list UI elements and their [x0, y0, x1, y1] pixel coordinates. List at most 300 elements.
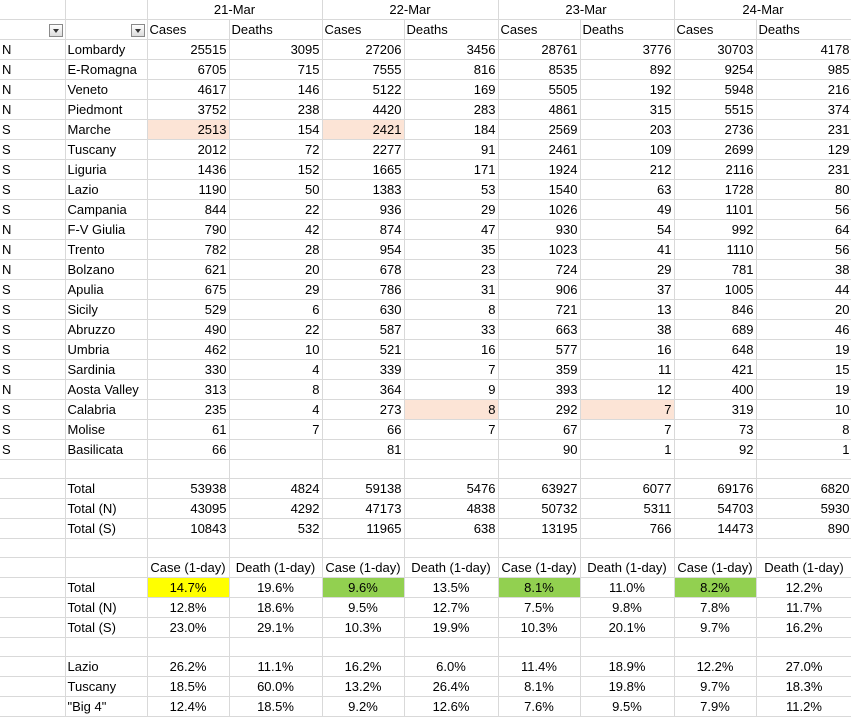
- value-cell[interactable]: 5930: [756, 499, 851, 519]
- value-cell[interactable]: 49: [580, 200, 674, 220]
- pct-cell[interactable]: 12.8%: [147, 598, 229, 618]
- value-cell[interactable]: 319: [674, 400, 756, 420]
- empty-cell[interactable]: [65, 0, 147, 20]
- value-cell[interactable]: 790: [147, 220, 229, 240]
- value-cell[interactable]: 521: [322, 340, 404, 360]
- empty-cell[interactable]: [404, 638, 498, 657]
- empty-cell[interactable]: [229, 638, 322, 657]
- value-cell[interactable]: 721: [498, 300, 580, 320]
- value-cell[interactable]: 587: [322, 320, 404, 340]
- region-name[interactable]: Liguria: [65, 160, 147, 180]
- value-cell[interactable]: 44: [756, 280, 851, 300]
- growth-header[interactable]: Death (1-day): [404, 558, 498, 578]
- empty-cell[interactable]: [0, 539, 65, 558]
- value-cell[interactable]: 50732: [498, 499, 580, 519]
- value-cell[interactable]: 192: [580, 80, 674, 100]
- zone-cell[interactable]: S: [0, 340, 65, 360]
- value-cell[interactable]: 6: [229, 300, 322, 320]
- value-cell[interactable]: 16: [404, 340, 498, 360]
- value-cell[interactable]: 400: [674, 380, 756, 400]
- value-cell[interactable]: 5476: [404, 479, 498, 499]
- value-cell[interactable]: 462: [147, 340, 229, 360]
- region-name[interactable]: Aosta Valley: [65, 380, 147, 400]
- zone-cell[interactable]: S: [0, 160, 65, 180]
- value-cell[interactable]: 231: [756, 120, 851, 140]
- value-cell[interactable]: 7: [229, 420, 322, 440]
- region-name[interactable]: Basilicata: [65, 440, 147, 460]
- regional-label[interactable]: Lazio: [65, 657, 147, 677]
- empty-cell[interactable]: [580, 539, 674, 558]
- zone-cell[interactable]: N: [0, 60, 65, 80]
- value-cell[interactable]: 1: [580, 440, 674, 460]
- value-cell[interactable]: 56: [756, 240, 851, 260]
- value-cell[interactable]: 19: [756, 380, 851, 400]
- value-cell[interactable]: 10: [229, 340, 322, 360]
- pct-cell[interactable]: 19.9%: [404, 618, 498, 638]
- value-cell[interactable]: 22: [229, 200, 322, 220]
- date-header[interactable]: 21-Mar: [147, 0, 322, 20]
- value-cell[interactable]: 61: [147, 420, 229, 440]
- pct-cell[interactable]: 18.6%: [229, 598, 322, 618]
- value-cell[interactable]: 235: [147, 400, 229, 420]
- zone-cell[interactable]: N: [0, 80, 65, 100]
- zone-cell[interactable]: S: [0, 420, 65, 440]
- value-cell[interactable]: 4420: [322, 100, 404, 120]
- empty-cell[interactable]: [0, 479, 65, 499]
- column-header[interactable]: Cases: [322, 20, 404, 40]
- empty-cell[interactable]: [229, 460, 322, 479]
- value-cell[interactable]: 1728: [674, 180, 756, 200]
- value-cell[interactable]: 27206: [322, 40, 404, 60]
- region-name[interactable]: Tuscany: [65, 140, 147, 160]
- value-cell[interactable]: 1540: [498, 180, 580, 200]
- value-cell[interactable]: 212: [580, 160, 674, 180]
- regional-label[interactable]: Tuscany: [65, 677, 147, 697]
- value-cell[interactable]: 4617: [147, 80, 229, 100]
- value-cell[interactable]: 936: [322, 200, 404, 220]
- region-name[interactable]: Marche: [65, 120, 147, 140]
- value-cell[interactable]: 529: [147, 300, 229, 320]
- pct-cell[interactable]: 26.2%: [147, 657, 229, 677]
- empty-cell[interactable]: [0, 638, 65, 657]
- value-cell[interactable]: 1101: [674, 200, 756, 220]
- value-cell[interactable]: 1190: [147, 180, 229, 200]
- zone-cell[interactable]: S: [0, 440, 65, 460]
- value-cell[interactable]: 50: [229, 180, 322, 200]
- value-cell[interactable]: 216: [756, 80, 851, 100]
- value-cell[interactable]: 43095: [147, 499, 229, 519]
- value-cell[interactable]: 30703: [674, 40, 756, 60]
- pct-cell[interactable]: 11.1%: [229, 657, 322, 677]
- pct-cell[interactable]: 12.4%: [147, 697, 229, 717]
- totals-label[interactable]: Total (S): [65, 519, 147, 539]
- value-cell[interactable]: 8: [756, 420, 851, 440]
- value-cell[interactable]: 20: [229, 260, 322, 280]
- value-cell[interactable]: 35: [404, 240, 498, 260]
- value-cell[interactable]: 80: [756, 180, 851, 200]
- region-name[interactable]: Calabria: [65, 400, 147, 420]
- value-cell[interactable]: 53938: [147, 479, 229, 499]
- column-header[interactable]: Deaths: [404, 20, 498, 40]
- value-cell[interactable]: 5515: [674, 100, 756, 120]
- value-cell[interactable]: 2461: [498, 140, 580, 160]
- zone-cell[interactable]: S: [0, 280, 65, 300]
- pct-cell[interactable]: 18.5%: [147, 677, 229, 697]
- value-cell[interactable]: 339: [322, 360, 404, 380]
- value-cell[interactable]: 91: [404, 140, 498, 160]
- value-cell[interactable]: 5505: [498, 80, 580, 100]
- region-name[interactable]: E-Romagna: [65, 60, 147, 80]
- value-cell[interactable]: 1: [756, 440, 851, 460]
- value-cell[interactable]: 313: [147, 380, 229, 400]
- value-cell[interactable]: 992: [674, 220, 756, 240]
- pct-cell[interactable]: 27.0%: [756, 657, 851, 677]
- pct-cell[interactable]: 18.9%: [580, 657, 674, 677]
- value-cell[interactable]: 6077: [580, 479, 674, 499]
- empty-cell[interactable]: [756, 539, 851, 558]
- pct-cell[interactable]: 9.5%: [580, 697, 674, 717]
- value-cell[interactable]: 238: [229, 100, 322, 120]
- pct-cell[interactable]: 14.7%: [147, 578, 229, 598]
- value-cell[interactable]: 846: [674, 300, 756, 320]
- value-cell[interactable]: 2699: [674, 140, 756, 160]
- value-cell[interactable]: 1924: [498, 160, 580, 180]
- value-cell[interactable]: 184: [404, 120, 498, 140]
- zone-cell[interactable]: N: [0, 220, 65, 240]
- value-cell[interactable]: 15: [756, 360, 851, 380]
- value-cell[interactable]: 146: [229, 80, 322, 100]
- empty-cell[interactable]: [322, 539, 404, 558]
- empty-cell[interactable]: [0, 460, 65, 479]
- value-cell[interactable]: 621: [147, 260, 229, 280]
- value-cell[interactable]: 648: [674, 340, 756, 360]
- value-cell[interactable]: 90: [498, 440, 580, 460]
- column-header[interactable]: Deaths: [229, 20, 322, 40]
- value-cell[interactable]: 42: [229, 220, 322, 240]
- pct-cell[interactable]: 18.5%: [229, 697, 322, 717]
- value-cell[interactable]: 782: [147, 240, 229, 260]
- pct-cell[interactable]: 29.1%: [229, 618, 322, 638]
- column-header[interactable]: Deaths: [756, 20, 851, 40]
- value-cell[interactable]: 4824: [229, 479, 322, 499]
- value-cell[interactable]: 892: [580, 60, 674, 80]
- value-cell[interactable]: 37: [580, 280, 674, 300]
- date-header[interactable]: 23-Mar: [498, 0, 674, 20]
- pct-cell[interactable]: 7.5%: [498, 598, 580, 618]
- regional-label[interactable]: "Big 4": [65, 697, 147, 717]
- value-cell[interactable]: 2421: [322, 120, 404, 140]
- value-cell[interactable]: 393: [498, 380, 580, 400]
- totals-label[interactable]: Total (N): [65, 499, 147, 519]
- growth-header[interactable]: Case (1-day): [674, 558, 756, 578]
- empty-cell[interactable]: [0, 677, 65, 697]
- value-cell[interactable]: 786: [322, 280, 404, 300]
- zone-filter-cell[interactable]: [0, 20, 65, 40]
- empty-cell[interactable]: [0, 558, 65, 578]
- value-cell[interactable]: 152: [229, 160, 322, 180]
- zone-cell[interactable]: S: [0, 360, 65, 380]
- pct-cell[interactable]: 13.2%: [322, 677, 404, 697]
- value-cell[interactable]: 38: [580, 320, 674, 340]
- value-cell[interactable]: [229, 440, 322, 460]
- value-cell[interactable]: 59138: [322, 479, 404, 499]
- value-cell[interactable]: 54703: [674, 499, 756, 519]
- pct-cell[interactable]: 8.1%: [498, 677, 580, 697]
- region-name[interactable]: Veneto: [65, 80, 147, 100]
- growth-header[interactable]: Death (1-day): [756, 558, 851, 578]
- value-cell[interactable]: 11: [580, 360, 674, 380]
- value-cell[interactable]: 29: [229, 280, 322, 300]
- value-cell[interactable]: 4292: [229, 499, 322, 519]
- value-cell[interactable]: 5122: [322, 80, 404, 100]
- pct-cell[interactable]: 11.0%: [580, 578, 674, 598]
- empty-cell[interactable]: [0, 519, 65, 539]
- value-cell[interactable]: 8: [404, 300, 498, 320]
- value-cell[interactable]: 56: [756, 200, 851, 220]
- growth-header[interactable]: Death (1-day): [580, 558, 674, 578]
- region-name[interactable]: Abruzzo: [65, 320, 147, 340]
- value-cell[interactable]: 663: [498, 320, 580, 340]
- column-header[interactable]: Cases: [498, 20, 580, 40]
- zone-cell[interactable]: N: [0, 240, 65, 260]
- region-name[interactable]: Campania: [65, 200, 147, 220]
- region-name[interactable]: Molise: [65, 420, 147, 440]
- zone-cell[interactable]: S: [0, 300, 65, 320]
- value-cell[interactable]: 532: [229, 519, 322, 539]
- value-cell[interactable]: 73: [674, 420, 756, 440]
- value-cell[interactable]: 20: [756, 300, 851, 320]
- value-cell[interactable]: 13: [580, 300, 674, 320]
- value-cell[interactable]: 675: [147, 280, 229, 300]
- value-cell[interactable]: 630: [322, 300, 404, 320]
- empty-cell[interactable]: [498, 460, 580, 479]
- value-cell[interactable]: 67: [498, 420, 580, 440]
- value-cell[interactable]: 7: [404, 360, 498, 380]
- value-cell[interactable]: 6820: [756, 479, 851, 499]
- empty-cell[interactable]: [756, 460, 851, 479]
- empty-cell[interactable]: [498, 638, 580, 657]
- growth-label[interactable]: Total: [65, 578, 147, 598]
- value-cell[interactable]: 359: [498, 360, 580, 380]
- value-cell[interactable]: 715: [229, 60, 322, 80]
- value-cell[interactable]: 1383: [322, 180, 404, 200]
- value-cell[interactable]: 29: [580, 260, 674, 280]
- empty-cell[interactable]: [65, 558, 147, 578]
- region-name[interactable]: F-V Giulia: [65, 220, 147, 240]
- value-cell[interactable]: 46: [756, 320, 851, 340]
- value-cell[interactable]: [404, 440, 498, 460]
- value-cell[interactable]: 231: [756, 160, 851, 180]
- value-cell[interactable]: 2012: [147, 140, 229, 160]
- pct-cell[interactable]: 10.3%: [322, 618, 404, 638]
- pct-cell[interactable]: 6.0%: [404, 657, 498, 677]
- date-header[interactable]: 24-Mar: [674, 0, 851, 20]
- totals-label[interactable]: Total: [65, 479, 147, 499]
- zone-cell[interactable]: N: [0, 40, 65, 60]
- value-cell[interactable]: 906: [498, 280, 580, 300]
- value-cell[interactable]: 2736: [674, 120, 756, 140]
- value-cell[interactable]: 10: [756, 400, 851, 420]
- growth-header[interactable]: Case (1-day): [147, 558, 229, 578]
- value-cell[interactable]: 930: [498, 220, 580, 240]
- growth-header[interactable]: Death (1-day): [229, 558, 322, 578]
- value-cell[interactable]: 13195: [498, 519, 580, 539]
- value-cell[interactable]: 14473: [674, 519, 756, 539]
- zone-cell[interactable]: S: [0, 180, 65, 200]
- empty-cell[interactable]: [674, 460, 756, 479]
- pct-cell[interactable]: 10.3%: [498, 618, 580, 638]
- value-cell[interactable]: 4861: [498, 100, 580, 120]
- pct-cell[interactable]: 11.4%: [498, 657, 580, 677]
- value-cell[interactable]: 33: [404, 320, 498, 340]
- value-cell[interactable]: 41: [580, 240, 674, 260]
- value-cell[interactable]: 203: [580, 120, 674, 140]
- value-cell[interactable]: 22: [229, 320, 322, 340]
- value-cell[interactable]: 47173: [322, 499, 404, 519]
- value-cell[interactable]: 64: [756, 220, 851, 240]
- value-cell[interactable]: 890: [756, 519, 851, 539]
- value-cell[interactable]: 3095: [229, 40, 322, 60]
- empty-cell[interactable]: [0, 0, 65, 20]
- zone-cell[interactable]: N: [0, 100, 65, 120]
- value-cell[interactable]: 9: [404, 380, 498, 400]
- zone-cell[interactable]: N: [0, 380, 65, 400]
- growth-label[interactable]: Total (S): [65, 618, 147, 638]
- value-cell[interactable]: 63: [580, 180, 674, 200]
- pct-cell[interactable]: 12.2%: [674, 657, 756, 677]
- value-cell[interactable]: 490: [147, 320, 229, 340]
- value-cell[interactable]: 92: [674, 440, 756, 460]
- zone-cell[interactable]: S: [0, 120, 65, 140]
- column-header[interactable]: Cases: [147, 20, 229, 40]
- empty-cell[interactable]: [0, 499, 65, 519]
- region-name[interactable]: Umbria: [65, 340, 147, 360]
- pct-cell[interactable]: 13.5%: [404, 578, 498, 598]
- region-name[interactable]: Apulia: [65, 280, 147, 300]
- region-name[interactable]: Piedmont: [65, 100, 147, 120]
- region-filter-cell[interactable]: [65, 20, 147, 40]
- pct-cell[interactable]: 8.1%: [498, 578, 580, 598]
- value-cell[interactable]: 5948: [674, 80, 756, 100]
- value-cell[interactable]: 7555: [322, 60, 404, 80]
- value-cell[interactable]: 171: [404, 160, 498, 180]
- empty-cell[interactable]: [404, 460, 498, 479]
- value-cell[interactable]: 19: [756, 340, 851, 360]
- value-cell[interactable]: 1436: [147, 160, 229, 180]
- pct-cell[interactable]: 7.8%: [674, 598, 756, 618]
- empty-cell[interactable]: [322, 460, 404, 479]
- value-cell[interactable]: 38: [756, 260, 851, 280]
- zone-cell[interactable]: S: [0, 140, 65, 160]
- value-cell[interactable]: 678: [322, 260, 404, 280]
- value-cell[interactable]: 11965: [322, 519, 404, 539]
- value-cell[interactable]: 874: [322, 220, 404, 240]
- pct-cell[interactable]: 19.8%: [580, 677, 674, 697]
- value-cell[interactable]: 66: [322, 420, 404, 440]
- empty-cell[interactable]: [65, 638, 147, 657]
- empty-cell[interactable]: [147, 638, 229, 657]
- region-name[interactable]: Sicily: [65, 300, 147, 320]
- value-cell[interactable]: 766: [580, 519, 674, 539]
- empty-cell[interactable]: [0, 578, 65, 598]
- column-header[interactable]: Deaths: [580, 20, 674, 40]
- empty-cell[interactable]: [580, 460, 674, 479]
- empty-cell[interactable]: [580, 638, 674, 657]
- value-cell[interactable]: 1026: [498, 200, 580, 220]
- zone-cell[interactable]: N: [0, 260, 65, 280]
- value-cell[interactable]: 283: [404, 100, 498, 120]
- value-cell[interactable]: 724: [498, 260, 580, 280]
- pct-cell[interactable]: 9.5%: [322, 598, 404, 618]
- value-cell[interactable]: 7: [580, 420, 674, 440]
- value-cell[interactable]: 154: [229, 120, 322, 140]
- value-cell[interactable]: 3776: [580, 40, 674, 60]
- value-cell[interactable]: 2569: [498, 120, 580, 140]
- value-cell[interactable]: 4: [229, 360, 322, 380]
- filter-dropdown-icon[interactable]: [49, 24, 63, 37]
- column-header[interactable]: Cases: [674, 20, 756, 40]
- value-cell[interactable]: 169: [404, 80, 498, 100]
- value-cell[interactable]: 4178: [756, 40, 851, 60]
- value-cell[interactable]: 954: [322, 240, 404, 260]
- value-cell[interactable]: 9254: [674, 60, 756, 80]
- value-cell[interactable]: 63927: [498, 479, 580, 499]
- pct-cell[interactable]: 7.9%: [674, 697, 756, 717]
- growth-header[interactable]: Case (1-day): [322, 558, 404, 578]
- empty-cell[interactable]: [674, 539, 756, 558]
- value-cell[interactable]: 330: [147, 360, 229, 380]
- pct-cell[interactable]: 26.4%: [404, 677, 498, 697]
- empty-cell[interactable]: [65, 460, 147, 479]
- value-cell[interactable]: 54: [580, 220, 674, 240]
- value-cell[interactable]: 4838: [404, 499, 498, 519]
- zone-cell[interactable]: S: [0, 200, 65, 220]
- empty-cell[interactable]: [0, 697, 65, 717]
- value-cell[interactable]: 985: [756, 60, 851, 80]
- value-cell[interactable]: 28: [229, 240, 322, 260]
- value-cell[interactable]: 29: [404, 200, 498, 220]
- pct-cell[interactable]: 9.7%: [674, 677, 756, 697]
- region-name[interactable]: Lombardy: [65, 40, 147, 60]
- pct-cell[interactable]: 18.3%: [756, 677, 851, 697]
- zone-cell[interactable]: S: [0, 400, 65, 420]
- value-cell[interactable]: 12: [580, 380, 674, 400]
- pct-cell[interactable]: 19.6%: [229, 578, 322, 598]
- pct-cell[interactable]: 23.0%: [147, 618, 229, 638]
- pct-cell[interactable]: 9.7%: [674, 618, 756, 638]
- value-cell[interactable]: 7: [404, 420, 498, 440]
- value-cell[interactable]: 10843: [147, 519, 229, 539]
- empty-cell[interactable]: [498, 539, 580, 558]
- zone-cell[interactable]: S: [0, 320, 65, 340]
- pct-cell[interactable]: 12.7%: [404, 598, 498, 618]
- value-cell[interactable]: 7: [580, 400, 674, 420]
- empty-cell[interactable]: [674, 638, 756, 657]
- empty-cell[interactable]: [404, 539, 498, 558]
- pct-cell[interactable]: 7.6%: [498, 697, 580, 717]
- pct-cell[interactable]: 12.6%: [404, 697, 498, 717]
- value-cell[interactable]: 4: [229, 400, 322, 420]
- value-cell[interactable]: 364: [322, 380, 404, 400]
- value-cell[interactable]: 638: [404, 519, 498, 539]
- value-cell[interactable]: 1005: [674, 280, 756, 300]
- value-cell[interactable]: 577: [498, 340, 580, 360]
- value-cell[interactable]: 25515: [147, 40, 229, 60]
- value-cell[interactable]: 69176: [674, 479, 756, 499]
- region-name[interactable]: Lazio: [65, 180, 147, 200]
- value-cell[interactable]: 292: [498, 400, 580, 420]
- value-cell[interactable]: 2116: [674, 160, 756, 180]
